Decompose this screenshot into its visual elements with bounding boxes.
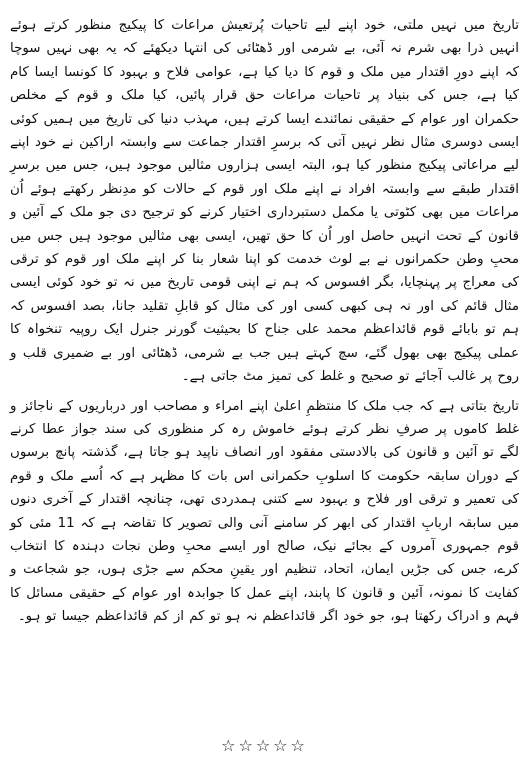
end-stars-decoration: ☆☆☆☆☆: [221, 736, 308, 755]
paragraph-2: تاریخ بتاتی ہے کہ جب ملک کا منتظمِ اعلیٰ اپنے امراء و مصاحب اور درباریوں کے ناجائز و غلط کاموں پر صرفِ نظر کرتے ہوئے خاموش رہ کر منظوری کی سند جواز عطا کرنے لگے تو آئین و قانون کی بالادستی مفقود اور انصاف ناپید ہو جاتا ہے، گذشتہ پانچ برسوں کے دوران سابقہ حکومت کا اسلوبِ حکمرانی اس بات کا مظہر ہے کہ اُسے ملک و قوم کی تعمیر و ترقی اور فلاح و بہبود سے کتنی ہمدردی تھی، چنانچہ اقتدار کے آخری دنوں میں سابقہ اربابِ اقتدار کی ابھر کر سامنے آنی والی تصویر کا تقاضہ ہے کہ 11 مئی کو قوم جمہوری آمروں کے بجائے نیک، صالح اور ایسے محبِ وطن نجات دہندہ کا انتخاب کرے، جس کی جڑیں ایمان، اتحاد، تنظیم اور یقینِ محکم سے جڑی ہوں، جو شجاعت و کفایت کا نمونہ، آئین و قانون کا پابند، اپنے عمل کا جوابدہ اور عوام کے حقیقی مسائل کا فہم و ادراک رکھتا ہو، جو خود اگر قائداعظم نہ ہو تو کم از کم قائداعظم جیسا تو ہو۔: [10, 398, 519, 625]
paragraph-1: تاریخ میں نہیں ملتی، خود اپنے لیے تاحیات پُرتعیش مراعات کا پیکیج منظور کرتے ہوئے انہیں ذرا بھی شرم نہ آئی، بے شرمی اور ڈھٹائی کی انتہا دیکھئے کہ یہ بھی نہیں سوچا کہ اپنے دورِ اقتدار میں ملک و قوم کا دیا کیا ہے، عوامی فلاح و بہبود کا کونسا ایسا کام کیا ہے، جس کی بنیاد پر تاحیات مراعات حق قرار پائیں، کیا ملک و قوم کے مخلص حکمران اور عوام کے حقیقی نمائندے ایسا کرتے ہیں، مہذب دنیا کی تاریخ میں ہمیں کوئی ایسی دوسری مثال نظر نہیں آتی کہ برسرِ اقتدار جماعت سے وابستہ اراکین نے خود اپنے لیے مراعاتی پیکیج منظور کیا ہو، البتہ ایسی ہزاروں مثالیں موجود ہیں، جس میں برسرِ اقتدار طبقے سے وابستہ افراد نے اپنے ملک اور قوم کے حالات کو مدِنظر رکھتے ہوئے اُن مراعات میں بھی کٹوتی یا مکمل دستبرداری اختیار کرنے کو ترجیح دی جو ملک کے آئین و قانون کے تحت انہیں حاصل اور اُن کا حق تھیں، ایسی بھی مثالیں موجود ہیں جس میں محبِ وطن حکمرانوں نے بے لوث خدمت کو اپنا شعار بنا کر اپنے ملک اور قوم کو ترقی کی معراج پر پہنچایا، بگر افسوس کہ ہم نے اپنی قومی تاریخ میں نہ تو خود کوئی ایسی مثال قائم کی اور نہ ہی کبھی کسی اور کی مثال کو قابلِ تقلید جانا، بصد افسوس کہ ہم تو بابائے قوم قائداعظم محمد علی جناح کا بحیثیت گورنر جنرل ایک روپیہ تنخواہ کا عملی پیکیج بھی بھول گئے، سچ کہتے ہیں جب بے شرمی، ڈھٹائی اور بے ضمیری قلب و روح پر غالب آجائے تو صحیح و غلط کی تمیز مٹ جاتی ہے۔: [10, 18, 519, 385]
